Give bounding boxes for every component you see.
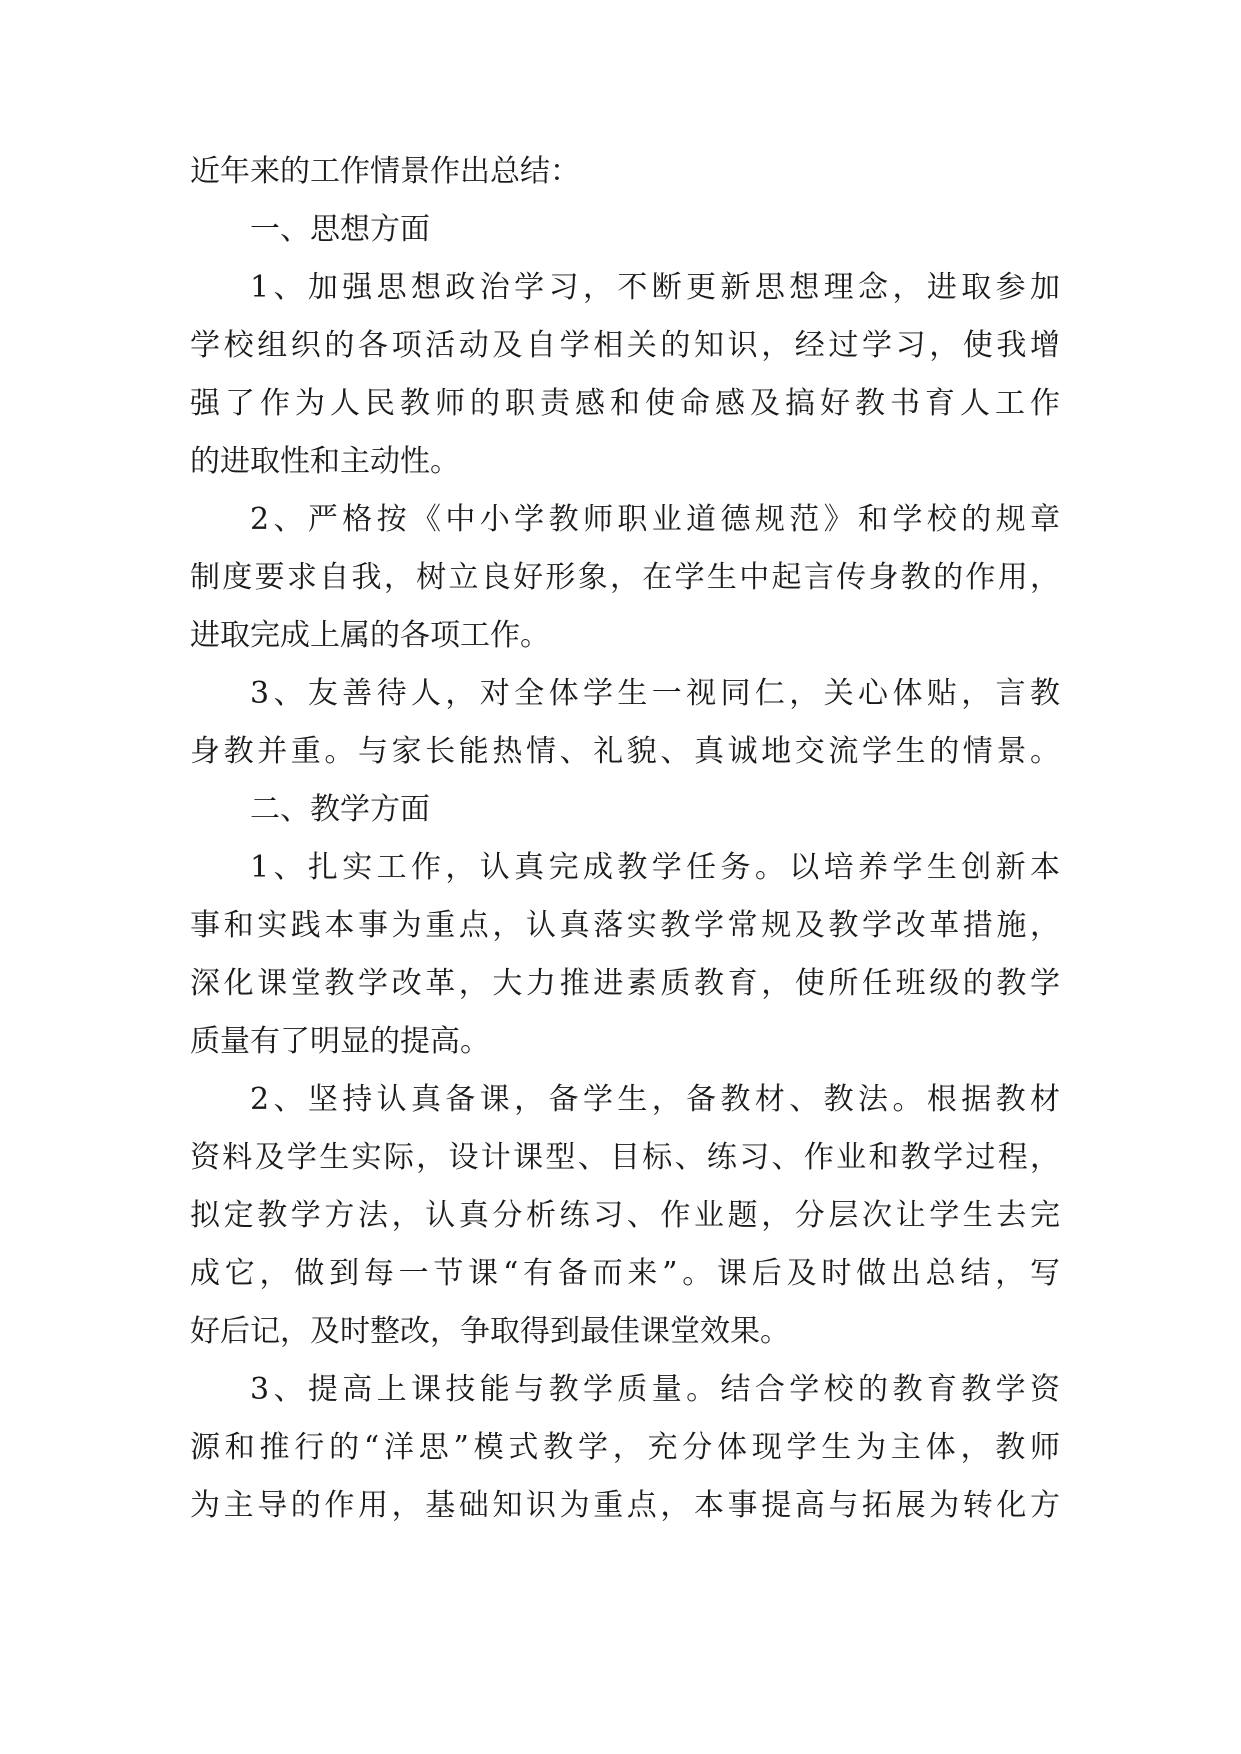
- text-line: 为主导的作用，基础知识为重点，本事提高与拓展为转化方: [190, 1488, 1060, 1523]
- text-line: 成它，做到每一节课“有备而来”。课后及时做出总结，写: [190, 1256, 1060, 1291]
- text-line: 进取完成上属的各项工作。: [190, 618, 550, 653]
- text-line: 源和推行的“洋思”模式教学，充分体现学生为主体，教师: [190, 1430, 1060, 1465]
- section-heading: 二、教学方面: [250, 792, 430, 827]
- text-line: 制度要求自我，树立良好形象，在学生中起言传身教的作用，: [190, 560, 1060, 595]
- text-line: 深化课堂教学改革，大力推进素质教育，使所任班级的教学: [190, 966, 1060, 1001]
- text-line: 近年来的工作情景作出总结：: [190, 154, 580, 189]
- text-line: 事和实践本事为重点，认真落实教学常规及教学改革措施，: [190, 908, 1060, 943]
- text-line: 质量有了明显的提高。: [190, 1024, 490, 1059]
- text-line: 学校组织的各项活动及自学相关的知识，经过学习，使我增: [190, 328, 1060, 363]
- text-line: 1、加强思想政治学习，不断更新思想理念，进取参加: [250, 270, 1060, 305]
- text-line: 资料及学生实际，设计课型、目标、练习、作业和教学过程，: [190, 1140, 1060, 1175]
- text-line: 1、扎实工作，认真完成教学任务。以培养学生创新本: [250, 850, 1060, 885]
- text-line: 2、坚持认真备课，备学生，备教材、教法。根据教材: [250, 1082, 1060, 1117]
- text-line: 3、提高上课技能与教学质量。结合学校的教育教学资: [250, 1372, 1060, 1407]
- section-heading: 一、思想方面: [250, 212, 430, 247]
- text-line: 的进取性和主动性。: [190, 444, 460, 479]
- text-line: 强了作为人民教师的职责感和使命感及搞好教书育人工作: [190, 386, 1060, 421]
- text-line: 3、友善待人，对全体学生一视同仁，关心体贴，言教: [250, 676, 1060, 711]
- text-line: 2、严格按《中小学教师职业道德规范》和学校的规章: [250, 502, 1060, 537]
- text-line: 身教并重。与家长能热情、礼貌、真诚地交流学生的情景。: [190, 734, 1060, 769]
- text-line: 好后记，及时整改，争取得到最佳课堂效果。: [190, 1314, 790, 1349]
- text-line: 拟定教学方法，认真分析练习、作业题，分层次让学生去完: [190, 1198, 1060, 1233]
